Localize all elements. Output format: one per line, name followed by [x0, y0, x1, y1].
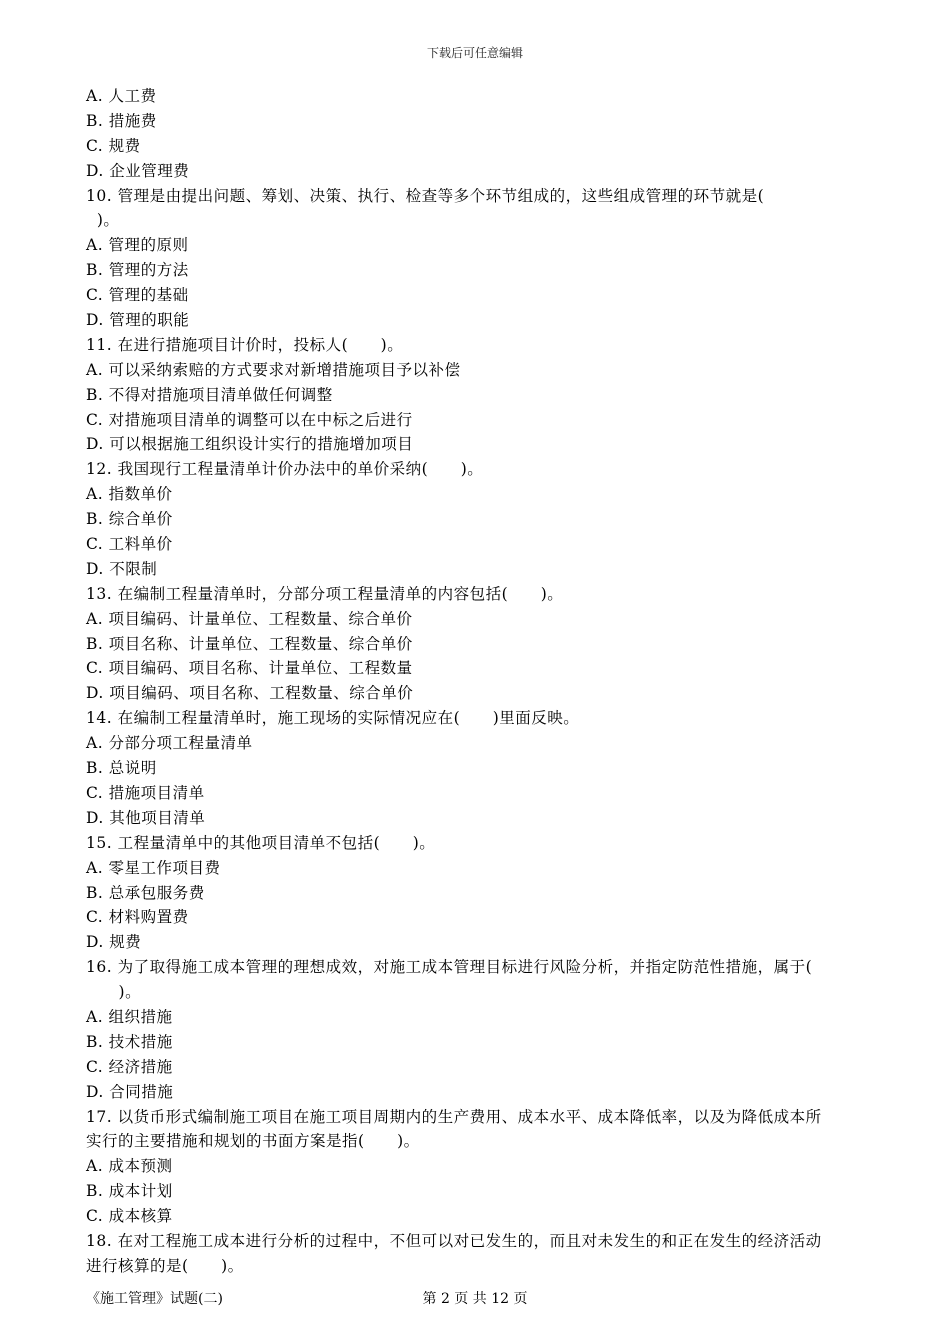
page-number: 第 2 页 共 12 页 — [422, 1291, 528, 1307]
text-line: C. 项目编码、项目名称、计量单位、工程数量 — [86, 659, 413, 678]
text-line: C. 成本核算 — [86, 1207, 173, 1226]
text-line: 实行的主要措施和规划的书面方案是指( )。 — [86, 1132, 420, 1151]
text-line: A. 管理的原则 — [86, 236, 189, 255]
text-line: A. 项目编码、计量单位、工程数量、综合单价 — [86, 609, 413, 628]
text-line: D. 合同措施 — [86, 1082, 174, 1101]
text-line: B. 总承包服务费 — [86, 883, 205, 902]
footer-title: 《施工管理》试题(二) — [86, 1291, 223, 1307]
question-text: 17. 以货币形式编制施工项目在施工项目周期内的生产费用、成本水平、成本降低率，以及为降低成本所 — [86, 1107, 822, 1126]
text-line: C. 对措施项目清单的调整可以在中标之后进行 — [86, 410, 413, 429]
text-line: D. 企业管理费 — [86, 161, 190, 180]
text-line: B. 项目名称、计量单位、工程数量、综合单价 — [86, 634, 413, 653]
text-line: B. 成本计划 — [86, 1182, 173, 1201]
page-header: 下载后可任意编辑 — [426, 46, 523, 60]
question-text: 16. 为了取得施工成本管理的理想成效，对施工成本管理目标进行风险分析，并指定防范性措施，属于( — [86, 958, 813, 977]
document-body — [86, 84, 866, 1279]
text-line: D. 项目编码、项目名称、工程数量、综合单价 — [86, 684, 414, 703]
text-line: A. 成本预测 — [86, 1157, 173, 1176]
text-line: B. 措施费 — [86, 111, 157, 130]
text-line: C. 规费 — [86, 136, 141, 155]
text-line: C. 材料购置费 — [86, 908, 189, 927]
text-line: )。 — [86, 211, 120, 230]
text-line: B. 技术措施 — [86, 1032, 173, 1051]
text-line: 进行核算的是( )。 — [86, 1256, 244, 1275]
text-line: C. 管理的基础 — [86, 286, 189, 305]
text-line: B. 综合单价 — [86, 510, 173, 529]
text-line: C. 措施项目清单 — [86, 783, 205, 802]
question-text: 10. 管理是由提出问题、筹划、决策、执行、检查等多个环节组成的，这些组成管理的环节就是( — [86, 186, 765, 205]
text-line: B. 管理的方法 — [86, 261, 189, 280]
text-line: A. 人工费 — [86, 87, 157, 105]
question-text: 11. 在进行措施项目计价时，投标人( )。 — [86, 335, 404, 354]
text-line: A. 指数单价 — [86, 485, 173, 504]
text-line: A. 分部分项工程量清单 — [86, 734, 253, 753]
text-line: D. 管理的职能 — [86, 311, 190, 330]
text-line: D. 不限制 — [86, 559, 158, 578]
text-line: A. 零星工作项目费 — [86, 858, 221, 877]
text-line: D. 其他项目清单 — [86, 808, 206, 827]
text-line: A. 可以采纳索赔的方式要求对新增措施项目予以补偿 — [86, 360, 461, 379]
text-line: )。 — [86, 983, 142, 1002]
text-line: D. 可以根据施工组织设计实行的措施增加项目 — [86, 435, 414, 454]
text-line: D. 规费 — [86, 933, 142, 952]
question-text: 13. 在编制工程量清单时，分部分项工程量清单的内容包括( )。 — [86, 584, 564, 603]
question-text: 18. 在对工程施工成本进行分析的过程中，不但可以对已发生的，而且对未发生的和正在发生的经济活动 — [86, 1231, 822, 1250]
question-text: 15. 工程量清单中的其他项目清单不包括( )。 — [86, 833, 436, 852]
question-text: 14. 在编制工程量清单时，施工现场的实际情况应在( )里面反映。 — [86, 709, 580, 728]
text-line: C. 经济措施 — [86, 1057, 173, 1076]
question-text: 12. 我国现行工程量清单计价办法中的单价采纳( )。 — [86, 460, 484, 479]
text-line: B. 不得对措施项目清单做任何调整 — [86, 385, 333, 404]
text-line: C. 工料单价 — [86, 535, 173, 554]
text-line: A. 组织措施 — [86, 1007, 173, 1026]
text-line: B. 总说明 — [86, 759, 157, 778]
